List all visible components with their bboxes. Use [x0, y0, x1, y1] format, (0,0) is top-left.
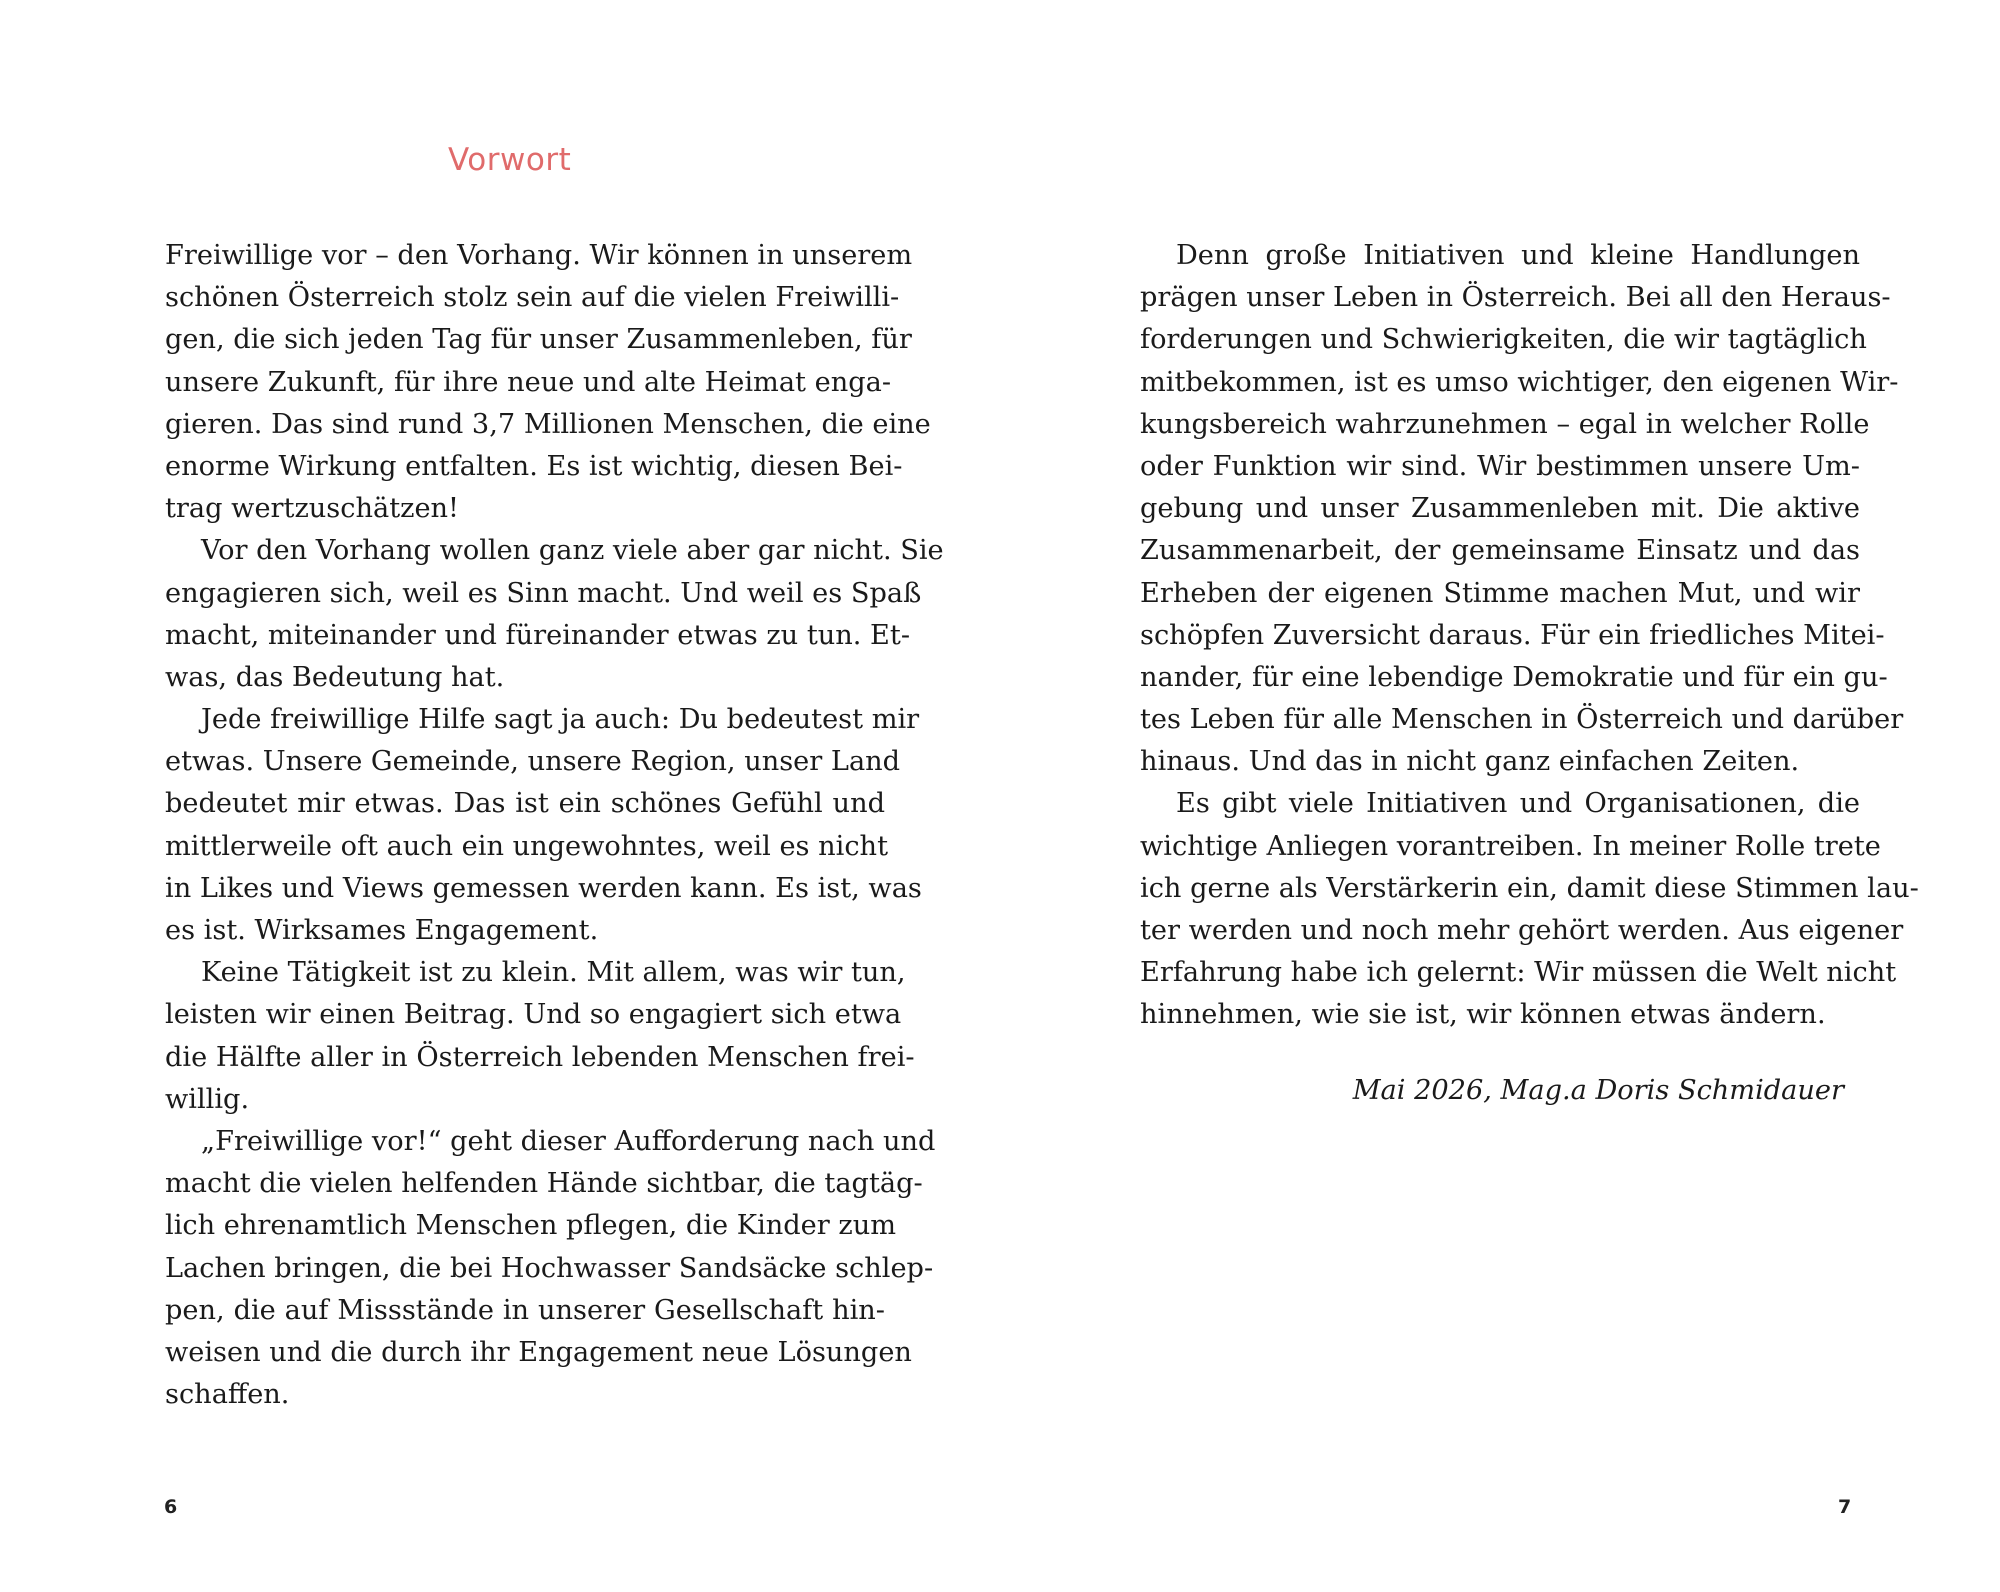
text-line: schaffen.	[165, 1379, 290, 1411]
text-line: unsere Zukunft, für ihre neue und alte Heimat enga-	[165, 366, 892, 398]
text-line: willig.	[165, 1083, 250, 1115]
text-line: leisten wir einen Beitrag. Und so engagiert sich etwa	[165, 999, 902, 1031]
text-line: nander, für eine lebendige Demokratie und für ein gu-	[1140, 661, 1888, 693]
text-line: Es gibt viele Initiativen und Organisationen, die	[1176, 788, 1860, 820]
text-line: gebung und unser Zusammenleben mit. Die aktive	[1140, 493, 1860, 525]
text-line: prägen unser Leben in Österreich. Bei all den Heraus-	[1140, 282, 1891, 314]
text-line: pen, die auf Missstände in unserer Gesellschaft hin-	[165, 1294, 885, 1326]
signature: Mai 2026, Mag.a Doris Schmidauer	[1352, 1075, 1844, 1106]
right-page	[1000, 0, 2000, 1592]
text-line: macht die vielen helfenden Hände sichtbar, die tagtäg-	[165, 1168, 923, 1200]
text-line: oder Funktion wir sind. Wir bestimmen unsere Um-	[1140, 450, 1860, 482]
text-line: lich ehrenamtlich Menschen pflegen, die Kinder zum	[165, 1210, 897, 1242]
text-line: tes Leben für alle Menschen in Österreich und darüber	[1140, 704, 1904, 736]
text-line: mitbekommen, ist es umso wichtiger, den eigenen Wir-	[1140, 366, 1899, 398]
text-line: wichtige Anliegen vorantreiben. In meiner Rolle trete	[1140, 830, 1881, 862]
text-line: etwas. Unsere Gemeinde, unsere Region, unser Land	[165, 746, 901, 778]
text-line: in Likes und Views gemessen werden kann. Es ist, was	[165, 872, 922, 904]
text-line: Freiwillige vor – den Vorhang. Wir können in unserem	[165, 240, 913, 271]
left-body-text	[165, 235, 944, 1416]
text-line: hinnehmen, wie sie ist, wir können etwas ändern.	[1140, 999, 1826, 1031]
text-line: engagieren sich, weil es Sinn macht. Und weil es Spaß	[165, 577, 922, 609]
text-line: gieren. Das sind rund 3,7 Millionen Menschen, die eine	[165, 408, 931, 440]
text-line: bedeutet mir etwas. Das ist ein schönes Gefühl und	[165, 788, 885, 820]
text-line: schönen Österreich stolz sein auf die vielen Freiwilli-	[165, 282, 900, 314]
text-line: was, das Bedeutung hat.	[165, 661, 505, 693]
text-line: schöpfen Zuversicht daraus. Für ein friedliches Mitei-	[1140, 619, 1885, 651]
text-line: gen, die sich jeden Tag für unser Zusammenleben, für	[165, 324, 912, 356]
text-line: enorme Wirkung entfalten. Es ist wichtig, diesen Bei-	[165, 450, 903, 482]
text-line: ich gerne als Verstärkerin ein, damit diese Stimmen lau-	[1140, 872, 1919, 904]
text-line: mittlerweile oft auch ein ungewohntes, weil es nicht	[165, 830, 888, 862]
text-line: Vor den Vorhang wollen ganz viele aber gar nicht. Sie	[201, 535, 944, 567]
text-line: die Hälfte aller in Österreich lebenden Menschen frei-	[165, 1041, 915, 1073]
text-line: forderungen und Schwierigkeiten, die wir tagtäglich	[1140, 324, 1867, 356]
text-line: trag wertzuschätzen!	[165, 493, 459, 525]
text-line: ter werden und noch mehr gehört werden. Aus eigener	[1140, 915, 1904, 946]
text-line: „Freiwillige vor!“ geht dieser Aufforderung nach und	[201, 1125, 936, 1157]
right-body-text	[1140, 235, 1919, 1037]
text-line: Keine Tätigkeit ist zu klein. Mit allem, was wir tun,	[201, 957, 906, 989]
text-line: Denn große Initiativen und kleine Handlungen	[1176, 240, 1860, 271]
text-line: macht, miteinander und füreinander etwas zu tun. Et-	[165, 619, 911, 651]
chapter-title: Vorwort	[448, 142, 572, 178]
text-line: Jede freiwillige Hilfe sagt ja auch: Du bedeutest mir	[201, 704, 920, 736]
text-line: weisen und die durch ihr Engagement neue Lösungen	[165, 1336, 912, 1368]
text-line: es ist. Wirksames Engagement.	[165, 915, 599, 946]
text-line: hinaus. Und das in nicht ganz einfachen Zeiten.	[1140, 746, 1800, 778]
text-line: kungsbereich wahrzunehmen – egal in welcher Rolle	[1140, 408, 1870, 440]
text-line: Erfahrung habe ich gelernt: Wir müssen die Welt nicht	[1140, 957, 1897, 989]
text-line: Lachen bringen, die bei Hochwasser Sandsäcke schlep-	[165, 1252, 934, 1284]
text-line: Erheben der eigenen Stimme machen Mut, und wir	[1140, 577, 1860, 609]
page-number-left: 6	[164, 1496, 178, 1518]
page-number-right: 7	[1838, 1496, 1852, 1518]
text-line: Zusammenarbeit, der gemeinsame Einsatz und das	[1140, 535, 1860, 567]
